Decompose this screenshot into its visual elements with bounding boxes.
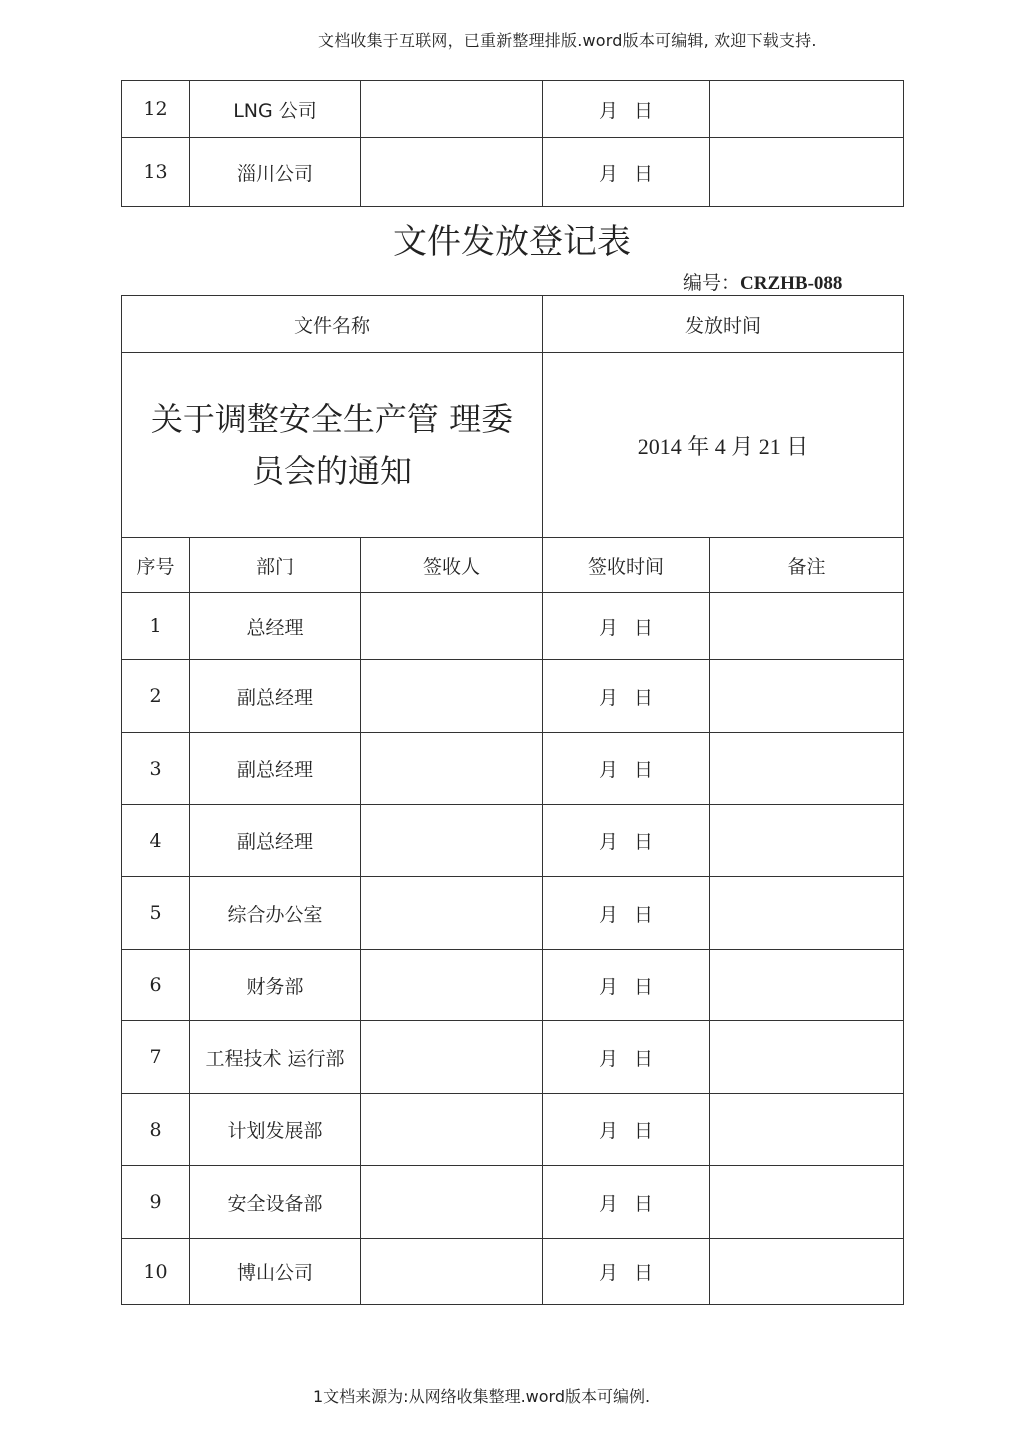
row-sign-time[interactable] [543,733,710,805]
document-name-line2: 员会的通知 [251,452,412,490]
row-department: LNG 公司 [190,81,361,138]
table-row [122,593,904,660]
day-label: 日 [634,1120,654,1142]
document-code [683,268,842,295]
month-label: 月 [598,1192,618,1215]
row-department: 副总经理 [190,660,361,733]
row-signer[interactable] [361,1021,543,1094]
dept-header: 部门 [190,538,361,593]
row-department: 工程技术 运行部 [190,1021,361,1094]
row-department: 博山公司 [190,1239,361,1305]
page-footer-note: 1文档来源为:从网络收集整理.word版本可编例. [313,1387,651,1406]
table-row [122,805,904,877]
row-sign-time[interactable] [543,1021,710,1094]
document-name-cell [122,353,543,538]
row-sign-time[interactable] [543,1239,710,1305]
row-remark[interactable] [710,660,904,733]
row-department: 淄川公司 [190,138,361,207]
row-number: 10 [122,1239,190,1305]
table-row [122,1239,904,1305]
row-remark[interactable] [710,138,904,207]
row-signer[interactable] [361,950,543,1021]
row-signer[interactable] [361,1166,543,1239]
month-label: 月 [598,616,618,639]
signer-header: 签收人 [361,538,543,593]
row-remark[interactable] [710,1166,904,1239]
day-label: 日 [634,759,654,781]
row-signer[interactable] [361,660,543,733]
table-row [122,138,904,207]
row-signer[interactable] [361,805,543,877]
row-number: 9 [122,1166,190,1239]
row-department: 安全设备部 [190,1166,361,1239]
month-label: 月 [598,831,618,853]
row-remark[interactable] [710,1239,904,1305]
row-sign-time[interactable] [543,950,710,1021]
issue-time-header: 发放时间 [543,296,904,353]
row-number: 2 [122,660,190,733]
day-label: 日 [634,1047,654,1070]
row-number: 7 [122,1021,190,1094]
table-row [122,660,904,733]
row-signer[interactable] [361,1239,543,1305]
row-number: 5 [122,877,190,950]
column-header-row [122,538,904,593]
row-sign-time[interactable] [543,877,710,950]
row-remark[interactable] [710,81,904,138]
day-label: 日 [634,1192,654,1215]
row-department: 综合办公室 [190,877,361,950]
row-department: 总经理 [190,593,361,660]
no-header: 序号 [122,538,190,593]
code-label: 编号： [683,272,741,294]
row-remark[interactable] [710,1094,904,1166]
day-label: 日 [634,903,654,926]
file-name-header: 文件名称 [122,296,543,353]
row-signer[interactable] [361,593,543,660]
row-department: 计划发展部 [190,1094,361,1166]
previous-page-table [121,80,904,207]
row-department: 副总经理 [190,805,361,877]
month-label: 月 [598,99,618,122]
month-label: 月 [598,1262,618,1284]
row-remark[interactable] [710,805,904,877]
row-remark[interactable] [710,877,904,950]
row-signer[interactable] [361,81,543,138]
table-row [122,877,904,950]
header-row-top [122,296,904,353]
day-label: 日 [634,616,654,639]
table-row [122,1166,904,1239]
sign-time-header: 签收时间 [543,538,710,593]
row-signer[interactable] [361,138,543,207]
day-label: 日 [634,1262,654,1284]
distribution-register-table [121,295,904,1305]
row-remark[interactable] [710,950,904,1021]
row-number: 1 [122,593,190,660]
day-label: 日 [634,831,654,853]
month-label: 月 [598,162,618,185]
page-header-note: 文档收集于互联网，已重新整理排版.word版本可编辑, 欢迎下载支持. [318,31,817,50]
month-label: 月 [598,975,618,998]
row-number: 3 [122,733,190,805]
table-row [122,1021,904,1094]
month-label: 月 [598,903,618,926]
row-signer[interactable] [361,1094,543,1166]
row-sign-time[interactable] [543,593,710,660]
row-number: 4 [122,805,190,877]
row-remark[interactable] [710,1021,904,1094]
row-department: 财务部 [190,950,361,1021]
day-label: 日 [634,975,654,998]
row-number: 13 [122,138,190,207]
month-label: 月 [598,759,618,781]
month-label: 月 [598,686,618,709]
table-row [122,81,904,138]
code-value: CRZHB-088 [740,273,843,294]
row-number: 8 [122,1094,190,1166]
row-signer[interactable] [361,877,543,950]
month-label: 月 [598,1047,618,1070]
row-signer[interactable] [361,733,543,805]
row-sign-time[interactable] [543,1166,710,1239]
day-label: 日 [634,99,654,122]
table-row [122,950,904,1021]
row-department: 副总经理 [190,733,361,805]
row-sign-time[interactable] [543,81,710,138]
row-sign-time[interactable] [543,805,710,877]
row-sign-time[interactable] [543,1094,710,1166]
month-label: 月 [598,1120,618,1142]
row-remark[interactable] [710,593,904,660]
row-number: 12 [122,81,190,138]
row-sign-time[interactable] [543,138,710,207]
row-number: 6 [122,950,190,1021]
document-info-row [122,353,904,538]
document-name-line1: 关于调整安全生产管 理委 [150,400,514,438]
day-label: 日 [634,686,654,709]
issue-date-cell: 2014 年 4 月 21 日 [543,353,904,538]
table-row [122,733,904,805]
remark-header: 备注 [710,538,904,593]
day-label: 日 [634,162,654,185]
table-row [122,1094,904,1166]
row-remark[interactable] [710,733,904,805]
form-title: 文件发放登记表 [393,222,631,262]
row-sign-time[interactable] [543,660,710,733]
